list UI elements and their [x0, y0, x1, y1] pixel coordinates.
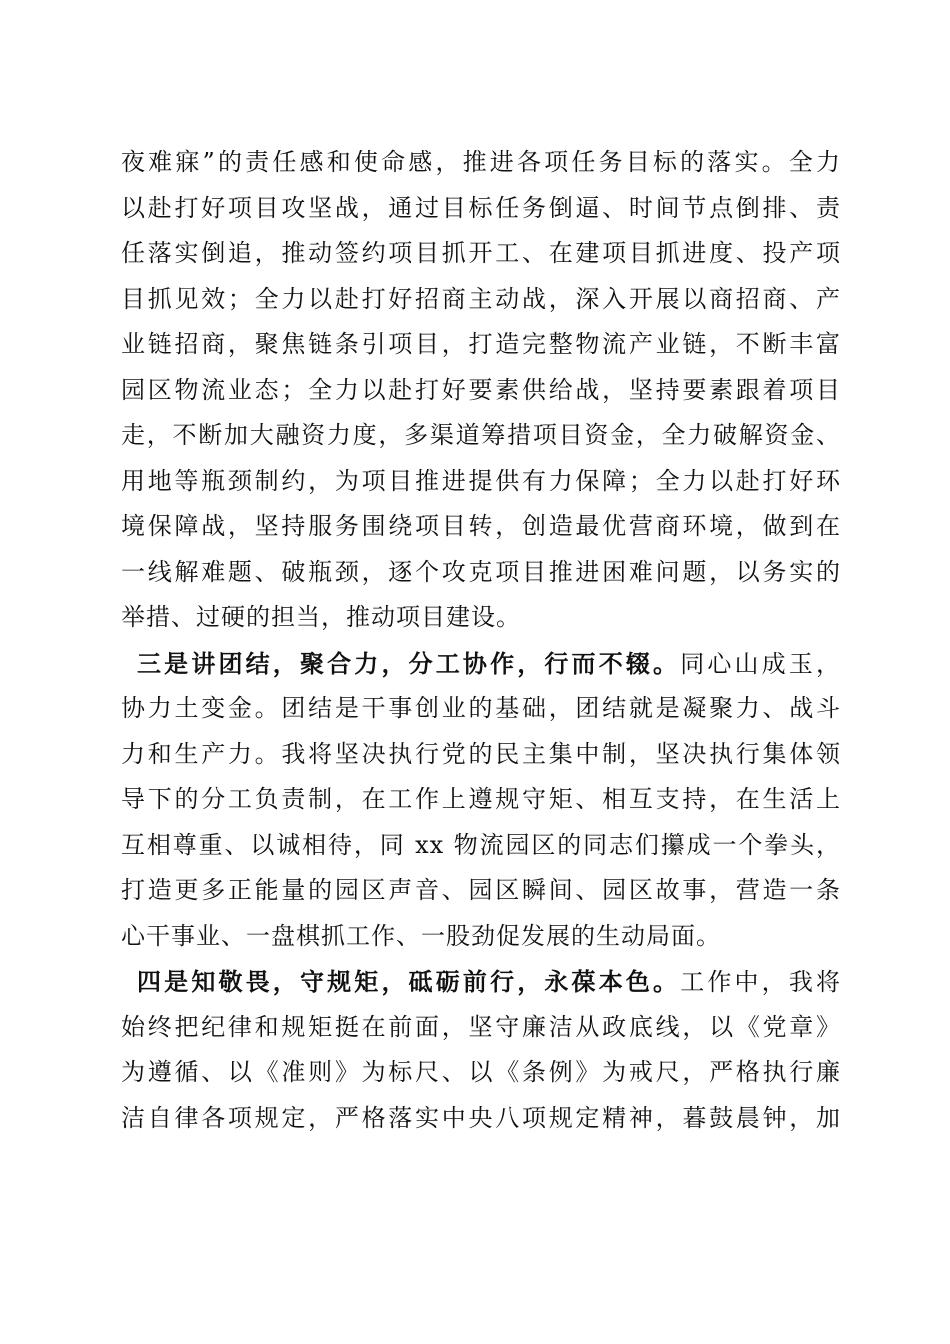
- text-line: 协力土变金。团结是干事创业的基础，团结就是凝聚力、战斗: [121, 694, 841, 722]
- text-line: 洁自律各项规定，严格落实中央八项规定精神，暮鼓晨钟，加: [121, 1103, 841, 1132]
- text-line-first: [121, 641, 841, 687]
- text-line: 导下的分工负责制，在工作上遵规守矩、相互支持，在生活上: [121, 785, 841, 813]
- body-text: [121, 140, 841, 1141]
- paragraph-2: [121, 641, 841, 960]
- paragraph-1: [121, 140, 841, 641]
- text-line: 走，不断加大融资力度，多渠道筹措项目资金，全力破解资金、: [121, 421, 841, 449]
- text-line: 举措、过硬的担当，推动项目建设。: [121, 603, 521, 631]
- paragraph-lead-rest: 工作中，我将: [680, 968, 842, 996]
- text-line: 业链招商，聚焦链条引项目，打造完整物流产业链，不断丰富: [121, 330, 841, 358]
- text-line: 始终把纪律和规矩挺在前面，坚守廉洁从政底线，以《党章》: [121, 1012, 841, 1041]
- text-line: 心干事业、一盘棋抓工作、一股劲促发展的生动局面。: [121, 921, 721, 950]
- text-line: 互相尊重、以诚相待，同 xx 物流园区的同志们攥成一个拳头，: [121, 830, 841, 859]
- text-line: 为遵循、以《准则》为标尺、以《条例》为戒尺，严格执行廉: [121, 1058, 841, 1086]
- text-line: 目抓见效；全力以赴打好招商主动战，深入开展以商招商、产: [121, 284, 841, 313]
- text-line: 任落实倒追，推动签约项目抓开工、在建项目抓进度、投产项: [121, 239, 841, 267]
- text-line: 园区物流业态；全力以赴打好要素供给战，坚持要素跟着项目: [121, 375, 841, 404]
- text-line: 打造更多正能量的园区声音、园区瞬间、园区故事，营造一条: [121, 876, 841, 904]
- paragraph-lead-rest: 同心山成玉，: [680, 649, 842, 678]
- text-line: 以赴打好项目攻坚战，通过目标任务倒逼、时间节点倒排、责: [121, 193, 841, 222]
- text-line: 夜难寐”的责任感和使命感，推进各项任务目标的落实。全力: [121, 148, 841, 176]
- paragraph-3: [121, 959, 841, 1141]
- text-line: 境保障战，坚持服务围绕项目转，创造最优营商环境，做到在: [121, 512, 841, 540]
- paragraph-lead: 四是知敬畏，守规矩，砥砺前行，永葆本色。: [137, 967, 681, 996]
- text-line: 一线解难题、破瓶颈，逐个攻克项目推进困难问题，以务实的: [121, 557, 841, 586]
- text-line: 力和生产力。我将坚决执行党的民主集中制，坚决执行集体领: [121, 739, 841, 768]
- text-line: 用地等瓶颈制约，为项目推进提供有力保障；全力以赴打好环: [121, 466, 841, 495]
- text-line-first: [121, 959, 841, 1005]
- paragraph-lead: 三是讲团结，聚合力，分工协作，行而不辍。: [137, 648, 681, 678]
